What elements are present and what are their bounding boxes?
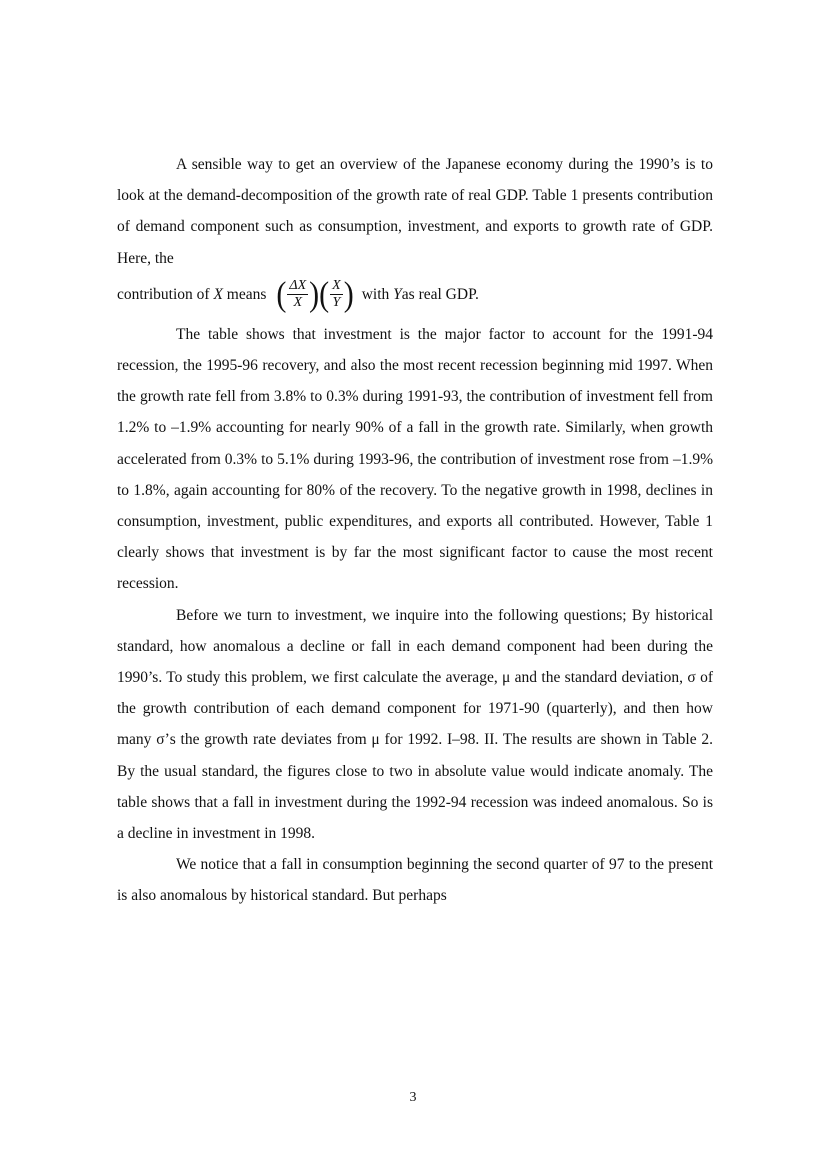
page-number: 3: [409, 1090, 417, 1105]
formula-var-y: Y: [393, 285, 402, 303]
fraction-x-over-y: $\frac{X}{Y}$: [332, 278, 341, 311]
formula-expression: ( $\frac{\Delta X}{X}$ ) ( $\frac{X}{Y}$ ): [276, 275, 354, 314]
paragraph-anomaly-analysis: Before we turn to investment, we inquire into the following questions; By historical standard, how anomalous a decline or fall in each demand component had been during the 1990’s. To study this problem, we first calculate the average, μ and the standard deviation, σ of the growth contribution of each demand component for 1971-90 (quarterly), and then how many σ’s the growth rate deviates from μ for 1992. I–98. II. The results are shown in Table 2. By the usual standard, the figures close to two in absolute value would indicate anomaly. The table shows that a fall in investment during the 1992-94 recession was indeed anomalous. So is a decline in investment in 1998.: [117, 606, 713, 843]
paragraph-intro: A sensible way to get an overview of the Japanese economy during the 1990’s is to look at the demand-decomposition of the growth rate of real GDP. Table 1 presents contribution of demand component such as consumption, investment, and exports to growth rate of GDP. Here, the: [117, 156, 713, 267]
formula-var-x: X: [213, 285, 223, 303]
formula-prefix: contribution of: [117, 285, 214, 303]
formula-with: with: [361, 285, 394, 303]
contribution-formula: [117, 277, 713, 313]
paragraph-investment-factor: The table shows that investment is the major factor to account for the 1991-94 recession, the 1995-96 recovery, and also the most recent recession beginning mid 1997. When the growth rate fell from 3.8% to 0.3% during 1991-93, the contribution of investment fell from 1.2% to –1.9% accounting for nearly 90% of a fall in the growth rate. Similarly, when growth accelerated from 0.3% to 5.1% during 1993-96, the contribution of investment rose from –1.9% to 1.8%, again accounting for 80% of the recovery. To the negative growth in 1998, declines in consumption, investment, public expenditures, and exports all contributed. However, Table 1 clearly shows that investment is by far the most significant factor to cause the most recent recession.: [117, 325, 713, 593]
fraction-delta-x-over-x: $\frac{\Delta X}{X}$: [289, 278, 307, 311]
page-body: [117, 149, 713, 912]
formula-suffix: as real GDP.: [401, 285, 479, 303]
paragraph-consumption: We notice that a fall in consumption beginning the second quarter of 97 to the present is also anomalous by historical standard. But perhaps: [117, 856, 713, 905]
formula-means: means: [222, 285, 267, 303]
